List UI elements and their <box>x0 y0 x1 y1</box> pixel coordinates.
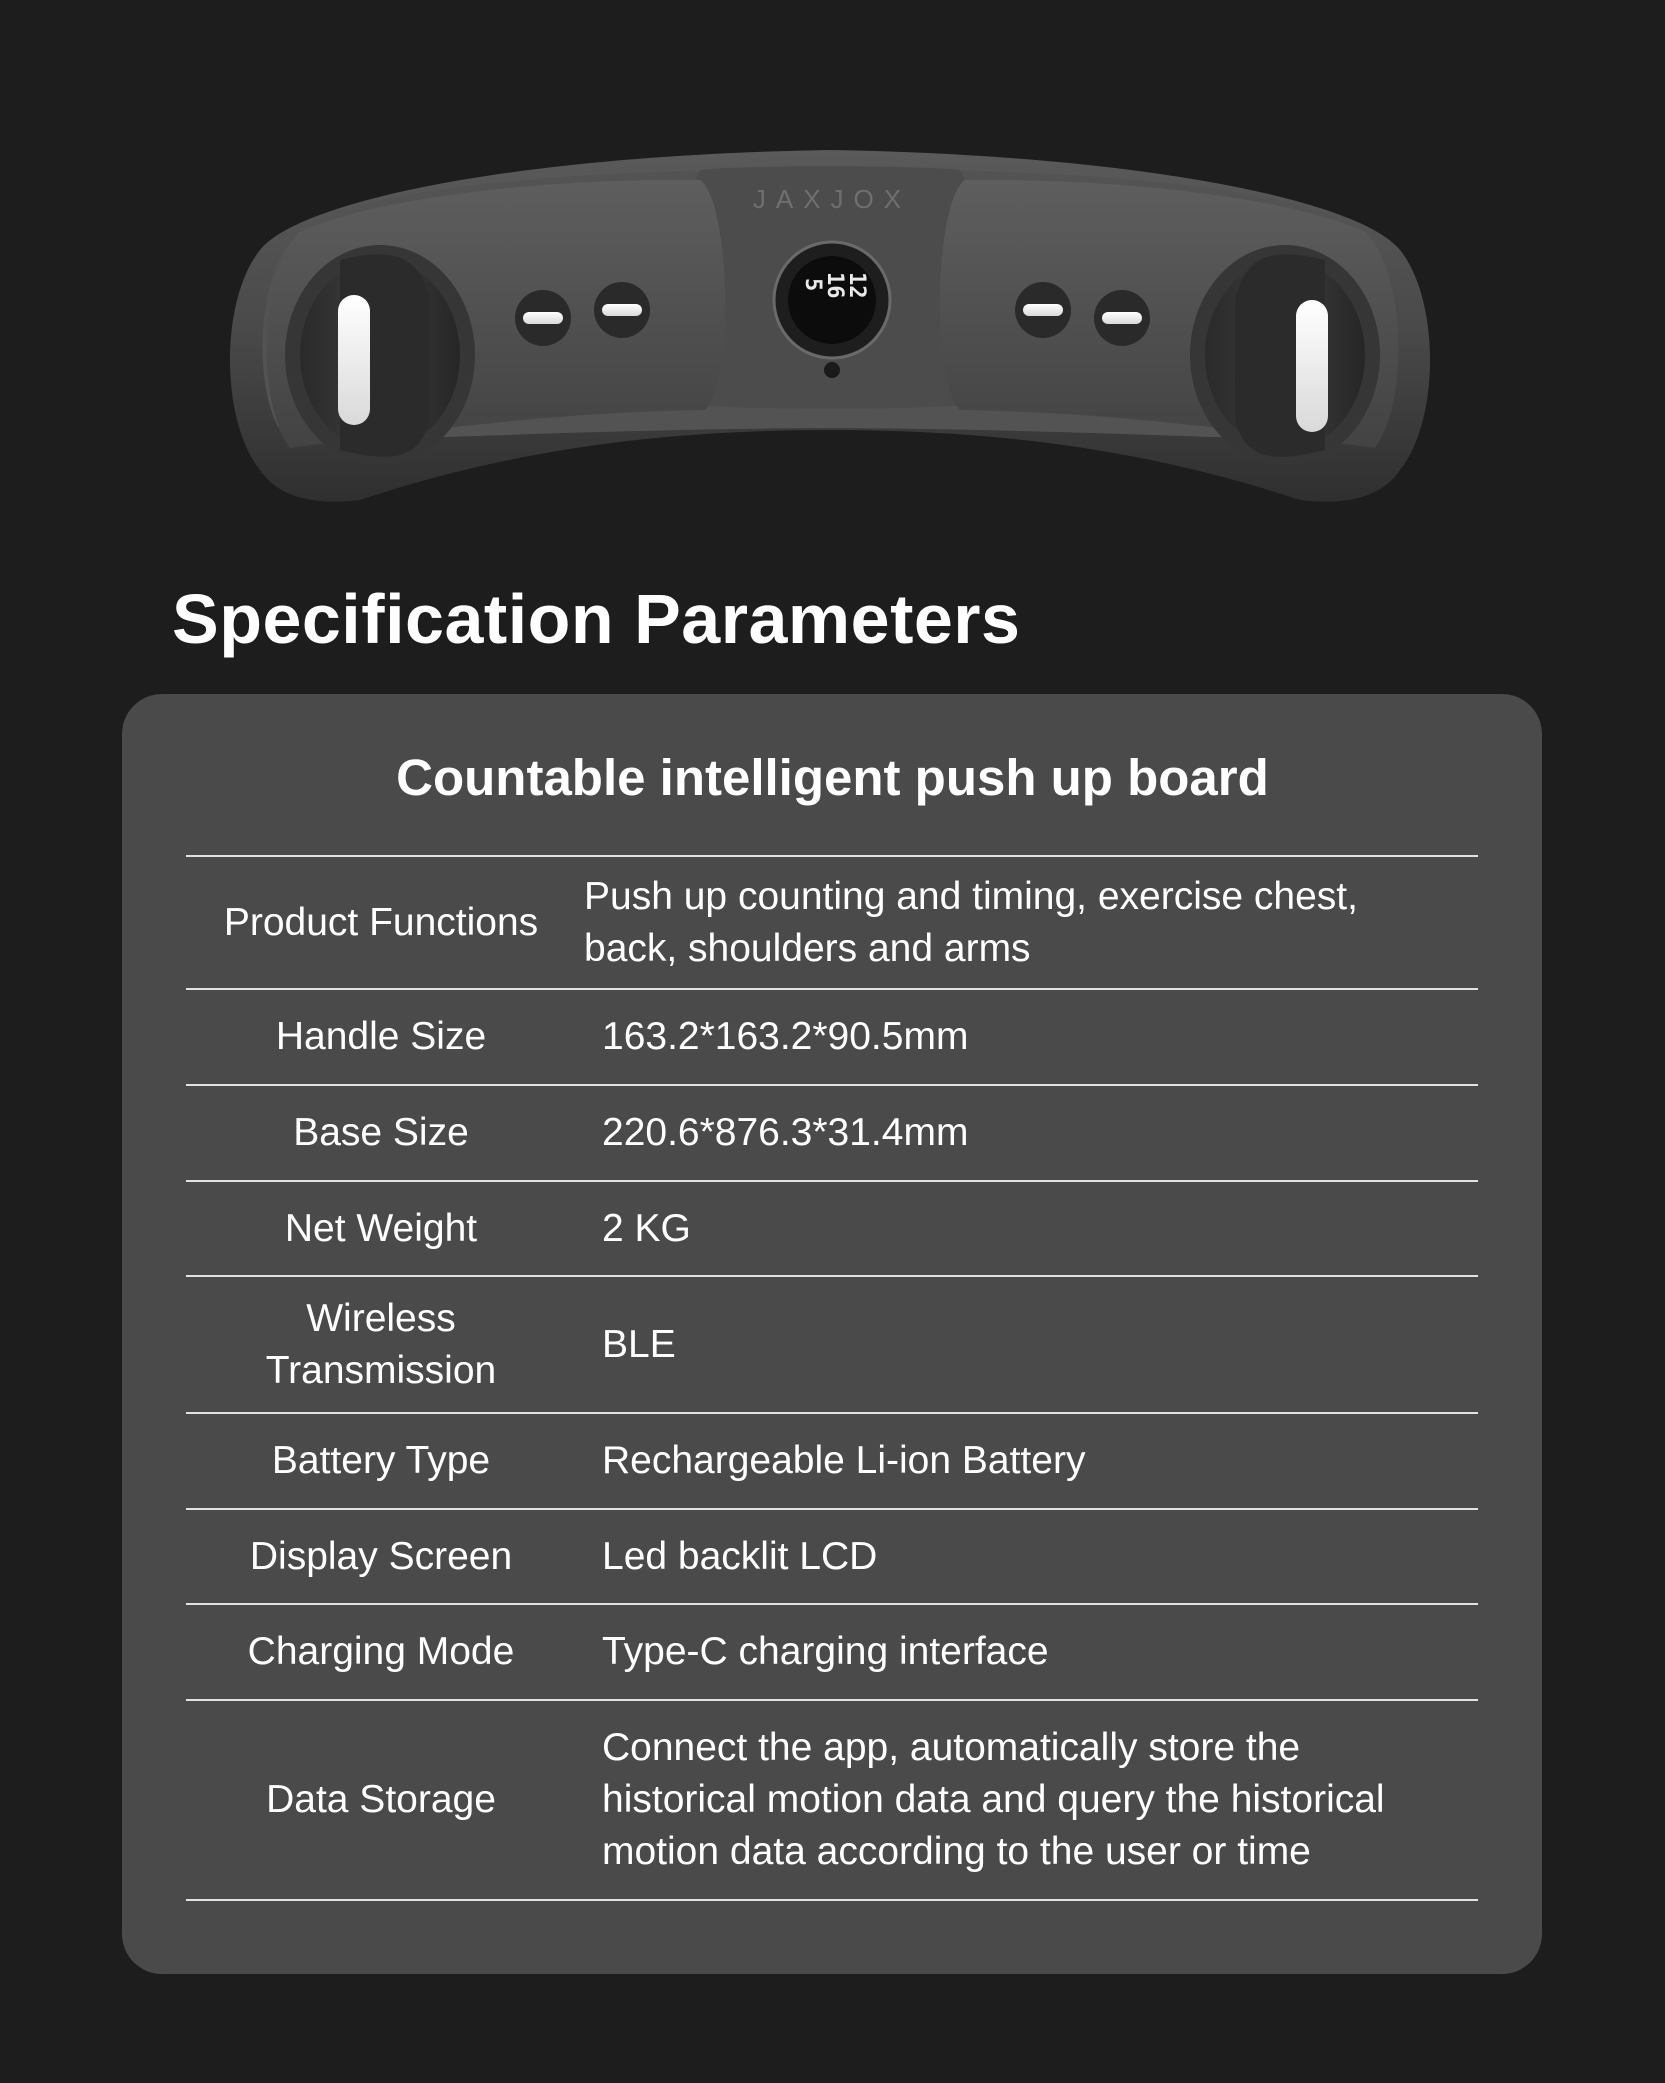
card-title: Countable intelligent push up board <box>396 749 1269 806</box>
display-digit-1: 12 <box>844 272 869 299</box>
spec-value: Led backlit LCD <box>602 1534 878 1578</box>
spec-value: BLE <box>602 1322 676 1366</box>
left-handle <box>285 245 475 465</box>
spec-row-product-functions <box>186 857 1478 990</box>
spec-label: Net Weight <box>284 1206 478 1250</box>
spec-row-charging-mode <box>186 1605 1478 1701</box>
spec-label: Handle Size <box>275 1015 487 1058</box>
display-digit-2: 16 <box>822 272 847 299</box>
spec-label: Charging Mode <box>247 1630 515 1673</box>
spec-value: Push up counting and timing, exercise chest, back, shoulders and arms <box>584 874 1358 970</box>
spec-label: Product Functions <box>223 900 539 944</box>
push-up-board-illustration <box>0 0 1665 560</box>
spec-label: Base Size <box>293 1111 469 1154</box>
spec-label: Battery Type <box>271 1439 491 1482</box>
right-handle <box>1190 245 1380 465</box>
spec-value: Type-C charging interface <box>602 1630 1049 1673</box>
spec-label: Data Storage <box>266 1778 496 1821</box>
spec-table <box>186 855 1478 1901</box>
spec-value: 220.6*876.3*31.4mm <box>602 1111 969 1154</box>
spec-row-handle-size <box>186 990 1478 1086</box>
spec-value: Connect the app, automatically store the historical motion data and query the historical motion data according to the user or time <box>602 1726 1385 1873</box>
product-image <box>0 0 1665 560</box>
spec-label: Display Screen <box>249 1534 513 1578</box>
spec-row-net-weight <box>186 1182 1478 1277</box>
spec-row-data-storage <box>186 1701 1478 1901</box>
spec-value: Rechargeable Li-ion Battery <box>602 1439 1086 1482</box>
spec-row-battery-type <box>186 1414 1478 1510</box>
page-title: Specification Parameters <box>172 580 1021 658</box>
spec-label: Wireless Transmission <box>265 1296 497 1392</box>
spec-row-base-size <box>186 1086 1478 1182</box>
spec-row-display-screen <box>186 1510 1478 1605</box>
display-digit-3: 5 <box>800 278 825 292</box>
spec-value: 163.2*163.2*90.5mm <box>602 1015 969 1058</box>
spec-value: 2 KG <box>602 1206 691 1250</box>
spec-row-wireless-transmission <box>186 1277 1478 1414</box>
display-sensor <box>824 362 840 378</box>
brand-mark: JAXJOX <box>752 184 912 214</box>
